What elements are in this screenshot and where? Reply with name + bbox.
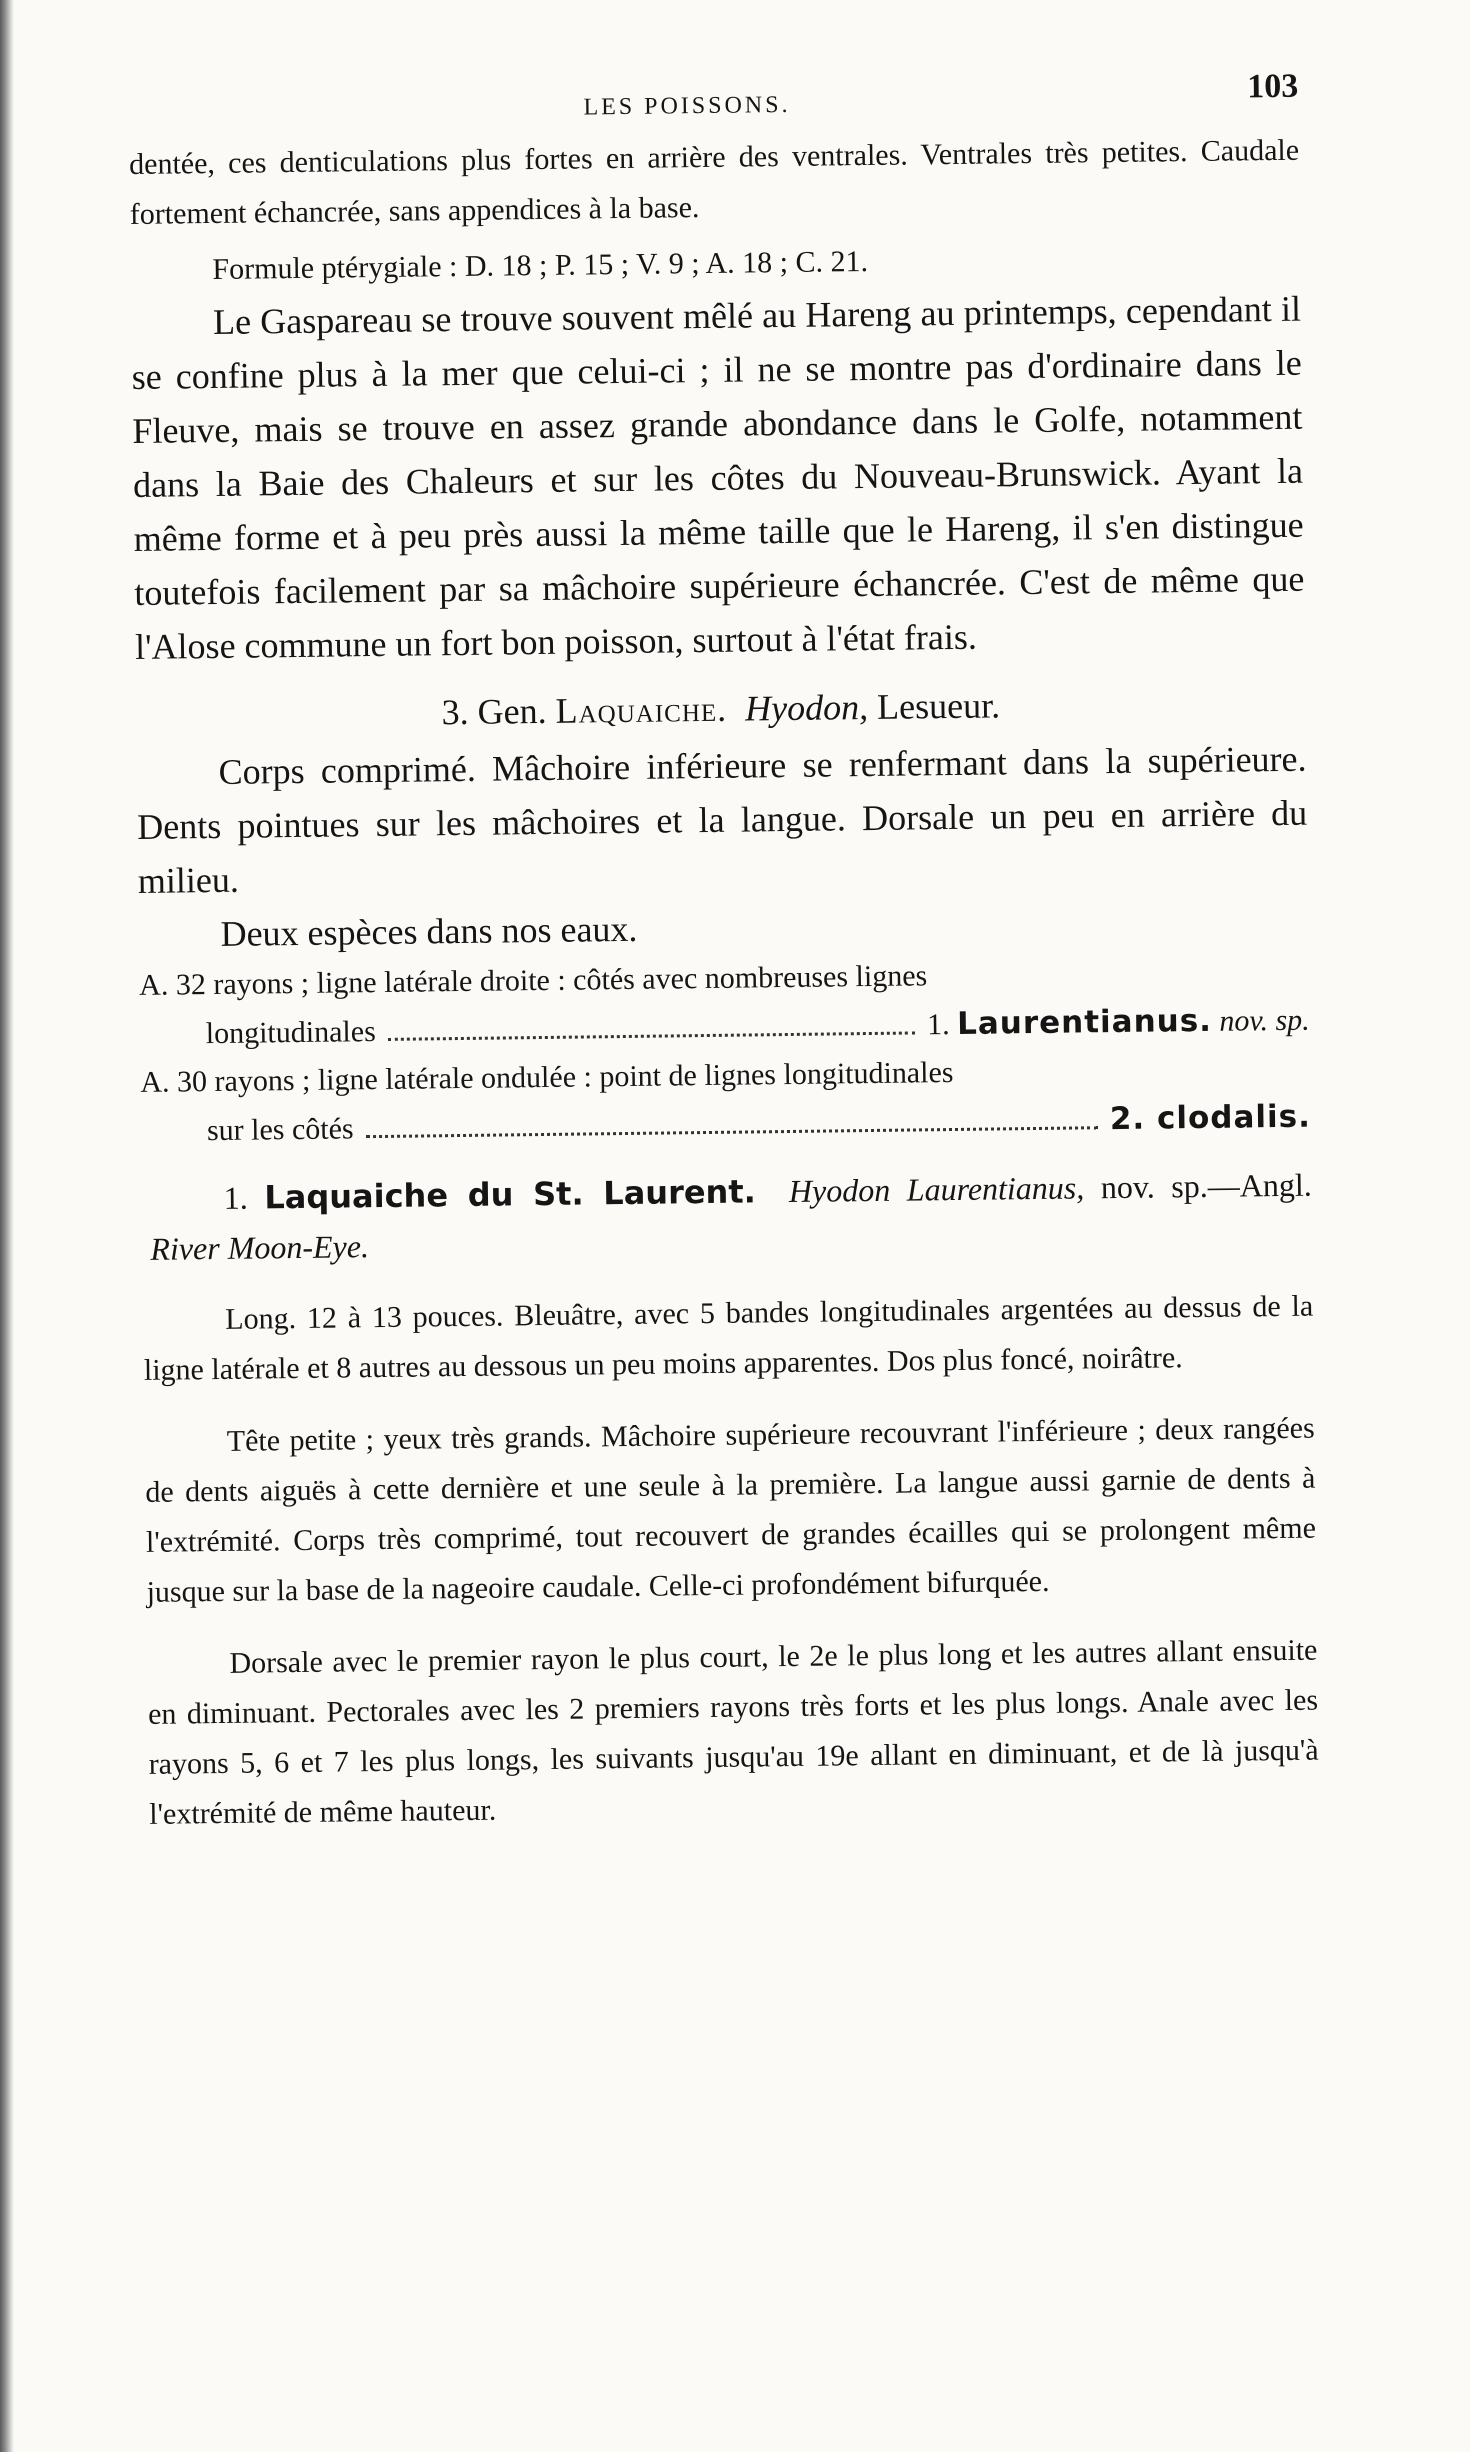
gaspareau-paragraph: Le Gaspareau se trouve souvent mêlé au Hareng au printemps, cependant il se confine plus à la mer que celui-ci ; il ne se montre pas d'ordinaire dans le Fleuve, mais se trouve en assez grande abondance dans le Golfe, notamment dans la Baie des Chaleurs et sur les côtes du Nouveau-Brunswick. Ayant la même forme et à peu près aussi la même taille que le Hareng, il s'en distingue toutefois facilement par sa mâchoire supérieure échancrée. C'est de même que l'Alose commune un fort bon poisson, surtout à l'état frais. — [131, 288, 1305, 667]
genus-description: Corps comprimé. Mâchoire inférieure se renfermant dans la supérieure. Dents pointues sur les mâchoires et la langue. Dorsale un peu en arrière du milieu. — [137, 738, 1308, 901]
genus-latin: Hyodon, — [744, 687, 869, 729]
key-entry-1-line-1: A. 32 rayons ; ligne latérale droite : côtés avec nombreuses lignes — [138, 959, 928, 1002]
continued-paragraph: dentée, ces denticulations plus fortes en arrière des ventrales. Ventrales très petites. Caudale fortement échancrée, sans appendices à la base. — [128, 133, 1300, 231]
species-paragraph-2: Tête petite ; yeux très grands. Mâchoire supérieure recouvrant l'inférieure ; deux rangées de dents aiguës à cette dernière et une seule à la première. La langue aussi garnie de dents à l'extrémité. Corps très comprimé, tout recouvert de grandes écailles qui se prolongent même jusque sur la base de la nageoire caudale. Celle-ci profondément bifurquée. — [145, 1411, 1317, 1609]
species-count: Deux espèces dans nos eaux. — [220, 908, 638, 954]
book-page — [128, 56, 1320, 1840]
species-paragraph-1: Long. 12 à 13 pouces. Bleuâtre, avec 5 bandes longitudinales argentées au dessus de la ligne latérale et 8 autres au dessous un peu moins apparentes. Dos plus foncé, noirâtre. — [143, 1289, 1314, 1387]
dot-leader — [366, 1126, 1098, 1138]
key-result-2: 2. clodalis. — [1109, 1098, 1312, 1138]
page-header — [128, 56, 1299, 140]
species-paragraph-3: Dorsale avec le premier rayon le plus court, le 2e le plus long et les autres allant ensuite en diminuant. Pectorales avec les 2 premiers rayons très forts et les plus longs. Anale avec les rayons 5, 6 et 7 les plus longs, les suivants jusqu'au 19e allant en diminuant, et de là jusqu'à l'extrémité de même hauteur. — [147, 1633, 1319, 1831]
page-number: 103 — [1247, 67, 1299, 106]
key-entry-1-line-2: longitudinales 1. Laurentianus. nov. sp. — [139, 996, 1310, 1059]
running-title: LES POISSONS. — [583, 91, 791, 121]
dot-leader — [388, 1031, 915, 1040]
genus-number: 3. Gen. — [441, 690, 547, 733]
key-entry-2-line-1: A. 30 rayons ; ligne latérale ondulée : point de lignes longitudinales — [140, 1055, 954, 1099]
fin-formula: Formule ptérygiale : D. 18 ; P. 15 ; V. 9 ; A. 18 ; C. 21. — [212, 244, 869, 286]
genus-author: Lesueur. — [876, 685, 1001, 727]
species-key — [139, 948, 1311, 1156]
key-entry-2-line-2: sur les côtés 2. clodalis. — [141, 1093, 1312, 1156]
page-binding-edge — [0, 0, 14, 2452]
key-result-1: 1. Laurentianus. nov. sp. — [926, 1002, 1310, 1042]
species-heading: 1. Laquaiche du St. Laurent. Hyodon Laurentianus, nov. sp.—Angl. River Moon-Eye. — [150, 1166, 1312, 1267]
genus-name: Laquaiche. — [555, 688, 728, 731]
